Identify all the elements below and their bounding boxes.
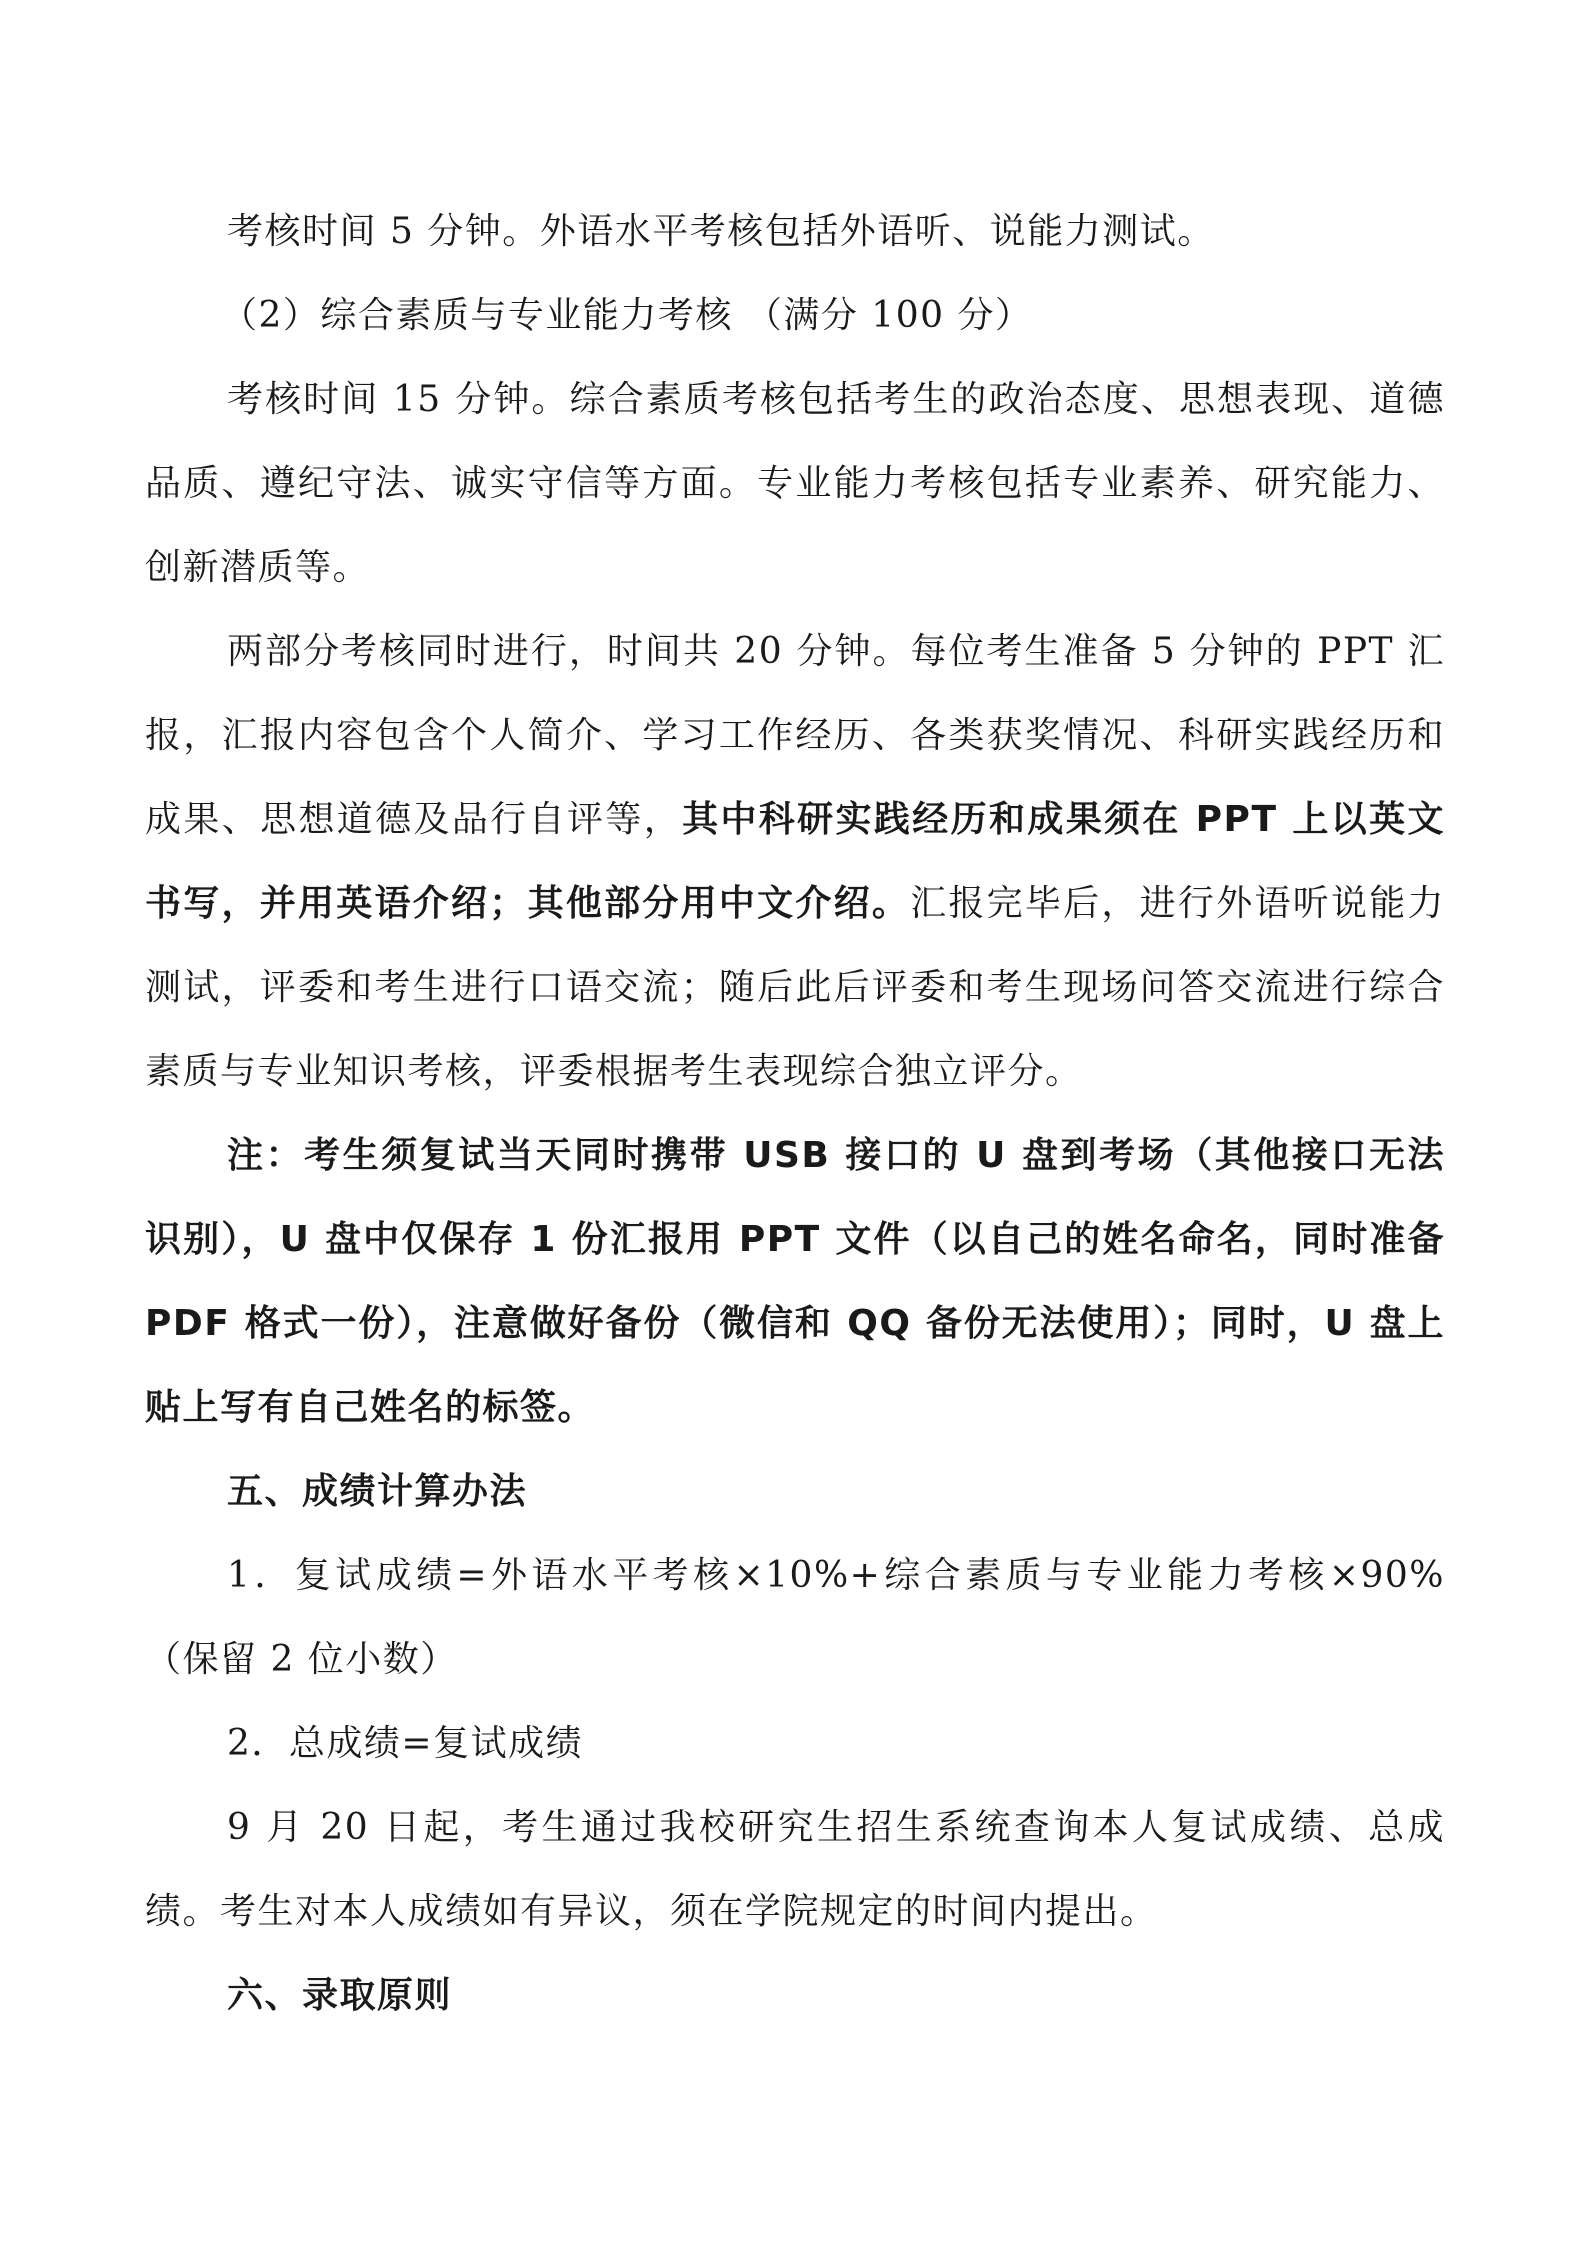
heading-section-5: 五、成绩计算办法 — [227, 1471, 528, 1512]
procedure-text-part1: 两部分考核同时进行，时间共 20 分钟。每位考生准备 5 分钟的 PPT 汇报，汇报内容包含个人简介、学习工作经历、各类获奖情况、科研实践经历和成果、思想道德及品行自评等， — [145, 631, 1445, 840]
heading-section-6: 六、录取原则 — [227, 1975, 453, 2016]
paragraph-exam-procedure — [145, 610, 1445, 1114]
paragraph-exam-time-language: 考核时间 5 分钟。外语水平考核包括外语听、说能力测试。 — [227, 211, 1215, 252]
document-body — [145, 190, 1445, 2038]
formula-total-score: 2．总成绩=复试成绩 — [227, 1723, 584, 1764]
procedure-text-part2: 汇报完毕后，进行外语听说能力测试，评委和考生进行口语交流；随后此后评委和考生现场问答交流进行综合素质与专业知识考核，评委根据考生表现综合独立评分。 — [145, 883, 1445, 1092]
note-usb-requirement: 注：考生须复试当天同时携带 USB 接口的 U 盘到考场（其他接口无法识别），U 盘中仅保存 1 份汇报用 PPT 文件（以自己的姓名命名，同时准备 PDF 格式一份），注意做好备份（微信和 QQ 备份无法使用）；同时，U 盘上贴上写有自己姓名的标签。 — [145, 1135, 1445, 1428]
paragraph-score-query: 9 月 20 日起，考生通过我校研究生招生系统查询本人复试成绩、总成绩。考生对本人成绩如有异议，须在学院规定的时间内提出。 — [145, 1807, 1445, 1932]
paragraph-section-comprehensive-title: （2）综合素质与专业能力考核 （满分 100 分） — [221, 295, 1033, 336]
procedure-bold-requirement: 其中科研实践经历和成果须在 PPT 上以英文书写，并用英语介绍；其他部分用中文介绍。 — [145, 799, 1445, 924]
paragraph-comprehensive-description: 考核时间 15 分钟。综合素质考核包括考生的政治态度、思想表现、道德品质、遵纪守法、诚实守信等方面。专业能力考核包括专业素养、研究能力、创新潜质等。 — [145, 379, 1445, 588]
formula-retest-score: 1．复试成绩=外语水平考核×10%+综合素质与专业能力考核×90%（保留 2 位小数） — [145, 1555, 1445, 1680]
